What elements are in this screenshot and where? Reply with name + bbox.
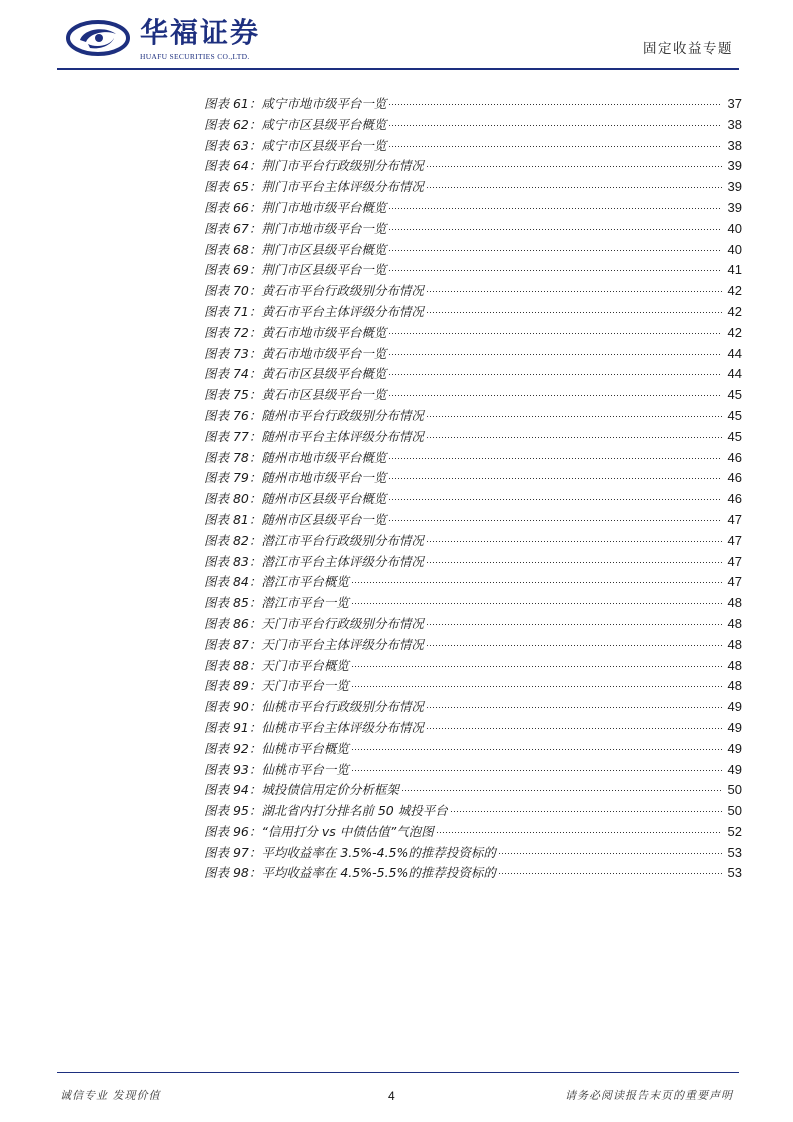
toc-entry-page: 47	[727, 532, 742, 548]
toc-leader-dots	[498, 873, 722, 874]
toc-entry-label: 图表 63：咸宁市区县级平台一览	[204, 137, 387, 153]
toc-entry-label: 图表 91：仙桃市平台主体评级分布情况	[204, 719, 424, 735]
toc-entry-page: 47	[727, 553, 742, 569]
toc-entry-label: 图表 87：天门市平台主体评级分布情况	[204, 636, 424, 652]
toc-entry[interactable]	[204, 489, 742, 510]
toc-entry-page: 49	[727, 699, 742, 715]
toc-entry-label: 图表 64：荆门市平台行政级别分布情况	[204, 158, 424, 174]
toc-entry[interactable]	[204, 614, 742, 635]
toc-entry-page: 52	[727, 823, 742, 839]
toc-entry-label: 图表 69：荆门市区县级平台一览	[204, 262, 387, 278]
toc-entry[interactable]	[204, 572, 742, 593]
toc-entry[interactable]	[204, 94, 742, 115]
toc-entry-label: 图表 71：黄石市平台主体评级分布情况	[204, 303, 424, 319]
toc-leader-dots	[426, 541, 722, 542]
figure-index-list	[204, 94, 742, 884]
toc-entry-page: 47	[727, 511, 742, 527]
brand-name-cn: 华福证券	[140, 16, 261, 49]
toc-entry-label: 图表 79：随州市地市级平台一览	[204, 470, 387, 486]
toc-entry[interactable]	[204, 323, 742, 344]
toc-entry[interactable]	[204, 281, 742, 302]
toc-leader-dots	[498, 853, 722, 854]
toc-entry[interactable]	[204, 801, 742, 822]
toc-entry-page: 50	[727, 782, 742, 798]
brand-name-en: HUAFU SECURITIES CO.,LTD.	[140, 52, 250, 61]
toc-entry[interactable]	[204, 260, 742, 281]
toc-entry-label: 图表 74：黄石市区县级平台概览	[204, 366, 387, 382]
toc-entry-page: 38	[727, 116, 742, 132]
toc-entry[interactable]	[204, 780, 742, 801]
toc-entry[interactable]	[204, 656, 742, 677]
toc-entry-page: 48	[727, 678, 742, 694]
toc-entry[interactable]	[204, 863, 742, 884]
huafu-logo-icon	[66, 20, 130, 56]
toc-entry-page: 40	[727, 241, 742, 257]
toc-entry-page: 53	[727, 844, 742, 860]
toc-entry-label: 图表 94：城投债信用定价分析框架	[204, 782, 399, 798]
report-section-title: 固定收益专题	[643, 41, 733, 57]
toc-entry[interactable]	[204, 364, 742, 385]
toc-entry-label: 图表 67：荆门市地市级平台一览	[204, 220, 387, 236]
toc-entry-label: 图表 78：随州市地市级平台概览	[204, 449, 387, 465]
toc-entry-page: 39	[727, 179, 742, 195]
page-header	[0, 0, 793, 75]
toc-entry-label: 图表 85：潜江市平台一览	[204, 595, 349, 611]
toc-entry[interactable]	[204, 593, 742, 614]
toc-entry[interactable]	[204, 468, 742, 489]
toc-leader-dots	[351, 749, 722, 750]
toc-entry[interactable]	[204, 427, 742, 448]
toc-leader-dots	[388, 520, 722, 521]
toc-leader-dots	[426, 624, 722, 625]
toc-entry-label: 图表 77：随州市平台主体评级分布情况	[204, 428, 424, 444]
toc-entry-page: 49	[727, 761, 742, 777]
toc-entry[interactable]	[204, 739, 742, 760]
toc-entry[interactable]	[204, 718, 742, 739]
footer-disclaimer: 请务必阅读报告末页的重要声明	[565, 1089, 733, 1102]
toc-entry-page: 39	[727, 158, 742, 174]
toc-entry[interactable]	[204, 177, 742, 198]
toc-entry-label: 图表 83：潜江市平台主体评级分布情况	[204, 553, 424, 569]
toc-entry-label: 图表 65：荆门市平台主体评级分布情况	[204, 179, 424, 195]
toc-entry-label: 图表 97：平均收益率在 3.5%-4.5%的推荐投资标的	[204, 844, 496, 860]
toc-entry-page: 41	[727, 262, 742, 278]
toc-leader-dots	[426, 416, 722, 417]
toc-entry[interactable]	[204, 510, 742, 531]
toc-entry-page: 44	[727, 366, 742, 382]
toc-entry[interactable]	[204, 676, 742, 697]
toc-entry-label: 图表 80：随州市区县级平台概览	[204, 491, 387, 507]
toc-entry-label: 图表 70：黄石市平台行政级别分布情况	[204, 283, 424, 299]
toc-leader-dots	[388, 374, 722, 375]
toc-leader-dots	[450, 811, 722, 812]
toc-entry-page: 48	[727, 657, 742, 673]
toc-entry-label: 图表 84：潜江市平台概览	[204, 574, 349, 590]
toc-leader-dots	[426, 166, 722, 167]
toc-entry-page: 48	[727, 595, 742, 611]
toc-entry-label: 图表 68：荆门市区县级平台概览	[204, 241, 387, 257]
toc-entry[interactable]	[204, 115, 742, 136]
toc-entry-label: 图表 82：潜江市平台行政级别分布情况	[204, 532, 424, 548]
toc-leader-dots	[388, 208, 722, 209]
toc-entry[interactable]	[204, 198, 742, 219]
toc-entry[interactable]	[204, 552, 742, 573]
toc-entry-page: 50	[727, 803, 742, 819]
toc-leader-dots	[388, 499, 722, 500]
toc-entry[interactable]	[204, 156, 742, 177]
toc-entry-page: 37	[727, 96, 742, 111]
toc-leader-dots	[351, 582, 722, 583]
toc-leader-dots	[388, 146, 722, 147]
toc-entry[interactable]	[204, 760, 742, 781]
toc-entry[interactable]	[204, 385, 742, 406]
toc-leader-dots	[388, 333, 722, 334]
toc-entry[interactable]	[204, 136, 742, 157]
toc-leader-dots	[388, 125, 722, 126]
toc-leader-dots	[426, 707, 722, 708]
toc-entry-label: 图表 98：平均收益率在 4.5%-5.5%的推荐投资标的	[204, 865, 496, 881]
toc-entry-page: 46	[727, 491, 742, 507]
toc-entry-label: 图表 95：湖北省内打分排名前 50 城投平台	[204, 803, 448, 819]
toc-leader-dots	[388, 104, 722, 105]
toc-entry-label: 图表 96：“信用打分 vs 中债估值”气泡图	[204, 823, 434, 839]
toc-leader-dots	[426, 312, 722, 313]
toc-entry-page: 45	[727, 428, 742, 444]
toc-entry-label: 图表 86：天门市平台行政级别分布情况	[204, 615, 424, 631]
toc-entry-label: 图表 73：黄石市地市级平台一览	[204, 345, 387, 361]
toc-leader-dots	[426, 562, 722, 563]
toc-entry-label: 图表 75：黄石市区县级平台一览	[204, 387, 387, 403]
toc-entry-page: 46	[727, 470, 742, 486]
toc-entry[interactable]	[204, 344, 742, 365]
toc-entry-page: 42	[727, 303, 742, 319]
toc-leader-dots	[436, 832, 722, 833]
toc-entry-page: 45	[727, 387, 742, 403]
toc-leader-dots	[351, 666, 722, 667]
toc-entry-label: 图表 62：咸宁市区县级平台概览	[204, 116, 387, 132]
toc-entry[interactable]	[204, 219, 742, 240]
toc-leader-dots	[426, 645, 722, 646]
toc-entry-page: 48	[727, 615, 742, 631]
toc-entry-label: 图表 81：随州市区县级平台一览	[204, 511, 387, 527]
toc-entry-page: 42	[727, 283, 742, 299]
toc-leader-dots	[388, 270, 722, 271]
toc-leader-dots	[388, 478, 722, 479]
toc-entry[interactable]	[204, 406, 742, 427]
toc-entry-page: 49	[727, 719, 742, 735]
toc-entry-page: 38	[727, 137, 742, 153]
toc-entry-label: 图表 92：仙桃市平台概览	[204, 740, 349, 756]
header-divider	[57, 68, 739, 70]
toc-entry-page: 47	[727, 574, 742, 590]
toc-leader-dots	[426, 728, 722, 729]
toc-entry-page: 46	[727, 449, 742, 465]
toc-leader-dots	[426, 291, 722, 292]
toc-entry[interactable]	[204, 822, 742, 843]
toc-leader-dots	[388, 250, 722, 251]
toc-entry-page: 44	[727, 345, 742, 361]
footer-slogan: 诚信专业 发现价值	[60, 1089, 161, 1102]
toc-entry-label: 图表 72：黄石市地市级平台概览	[204, 324, 387, 340]
toc-entry[interactable]	[204, 448, 742, 469]
toc-leader-dots	[388, 395, 722, 396]
toc-entry-page: 48	[727, 636, 742, 652]
toc-entry-page: 49	[727, 740, 742, 756]
toc-entry-page: 39	[727, 199, 742, 215]
toc-entry-label: 图表 76：随州市平台行政级别分布情况	[204, 407, 424, 423]
toc-entry[interactable]	[204, 302, 742, 323]
toc-leader-dots	[426, 187, 722, 188]
toc-entry-page: 42	[727, 324, 742, 340]
toc-entry-page: 40	[727, 220, 742, 236]
toc-entry-label: 图表 89：天门市平台一览	[204, 678, 349, 694]
toc-leader-dots	[426, 437, 722, 438]
toc-entry-label: 图表 61：咸宁市地市级平台一览	[204, 96, 387, 111]
page-number: 4	[388, 1089, 395, 1103]
toc-leader-dots	[351, 603, 722, 604]
toc-entry-label: 图表 93：仙桃市平台一览	[204, 761, 349, 777]
toc-entry-label: 图表 66：荆门市地市级平台概览	[204, 199, 387, 215]
toc-entry-page: 45	[727, 407, 742, 423]
toc-leader-dots	[401, 790, 722, 791]
toc-entry[interactable]	[204, 635, 742, 656]
toc-leader-dots	[351, 770, 722, 771]
toc-leader-dots	[388, 354, 722, 355]
toc-leader-dots	[351, 686, 722, 687]
toc-leader-dots	[388, 458, 722, 459]
toc-entry-page: 53	[727, 865, 742, 881]
toc-entry[interactable]	[204, 697, 742, 718]
toc-leader-dots	[388, 229, 722, 230]
toc-entry[interactable]	[204, 531, 742, 552]
toc-entry[interactable]	[204, 843, 742, 864]
footer-divider	[57, 1072, 739, 1073]
toc-entry[interactable]	[204, 240, 742, 261]
toc-entry-label: 图表 88：天门市平台概览	[204, 657, 349, 673]
toc-entry-label: 图表 90：仙桃市平台行政级别分布情况	[204, 699, 424, 715]
